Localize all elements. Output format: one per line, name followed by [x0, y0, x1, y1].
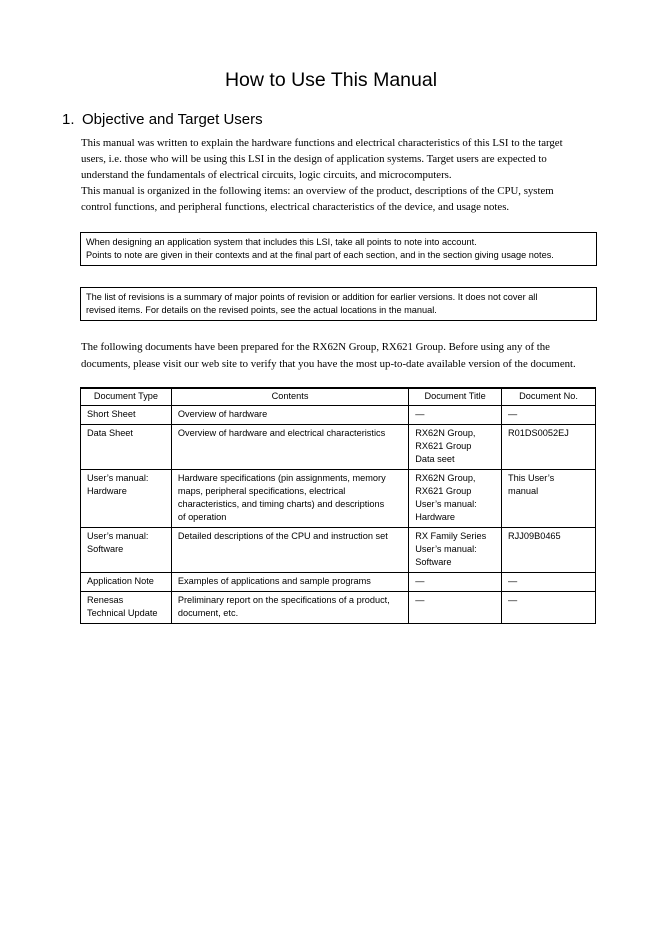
section-heading [62, 111, 263, 128]
cell-line: Examples of applications and sample programs [177, 576, 371, 586]
cell-number [502, 592, 596, 624]
cell-line: Hardware specifications (pin assignments, memory [177, 473, 386, 483]
cell-type [81, 406, 172, 425]
table-header-row [81, 388, 596, 406]
cell-line: RX621 Group [415, 486, 472, 496]
cell-contents [171, 425, 408, 470]
column-header-number: Document No. [502, 388, 596, 406]
cell-line: Hardware [87, 486, 127, 496]
cell-line: User’s manual: [415, 544, 477, 554]
paragraph-line: This manual is organized in the following items: an overview of the product, descriptions of the CPU, system [81, 185, 554, 197]
cell-line: RX621 Group [415, 441, 472, 451]
cell-line: — [508, 576, 518, 586]
cell-number [502, 425, 596, 470]
documents-intro [81, 339, 601, 373]
cell-type [81, 470, 172, 528]
cell-title [409, 573, 502, 592]
cell-number [502, 573, 596, 592]
cell-contents [171, 528, 408, 573]
cell-line: This User’s [508, 473, 555, 483]
paragraph-line: This manual was written to explain the hardware functions and electrical characteristics of this LSI to the target [81, 137, 563, 149]
usage-notes-box [80, 232, 597, 266]
cell-line: characteristics, and timing charts) and descriptions [177, 499, 385, 509]
cell-line: — [508, 409, 518, 419]
cell-line: RJJ09B0465 [508, 531, 561, 541]
cell-line: Software [415, 557, 452, 567]
cell-line: — [415, 409, 425, 419]
table-row [81, 573, 596, 592]
box-line: revised items. For details on the revised points, see the actual locations in the manual. [86, 305, 437, 315]
cell-line: R01DS0052EJ [508, 428, 569, 438]
cell-line: Application Note [87, 576, 154, 586]
page-title: How to Use This Manual [224, 69, 438, 91]
objective-paragraph [81, 135, 596, 215]
column-header-title: Document Title [409, 388, 502, 406]
revisions-box [80, 287, 597, 321]
table-row [81, 592, 596, 624]
cell-line: Preliminary report on the specifications of a product, [177, 595, 390, 605]
cell-number [502, 528, 596, 573]
cell-line: Software [87, 544, 124, 554]
paragraph-line: control functions, and peripheral functions, electrical characteristics of the device, and usage notes. [81, 201, 510, 213]
cell-line: document, etc. [177, 608, 239, 618]
cell-line: Short Sheet [87, 409, 136, 419]
cell-type [81, 425, 172, 470]
cell-line: maps, peripheral specifications, electrical [177, 486, 346, 496]
cell-line: — [415, 595, 425, 605]
cell-title [409, 528, 502, 573]
table-row [81, 425, 596, 470]
cell-contents [171, 592, 408, 624]
paragraph-line: The following documents have been prepared for the RX62N Group, RX621 Group. Before using any of the [81, 341, 550, 353]
cell-line: Data Sheet [87, 428, 133, 438]
cell-line: Renesas [87, 595, 124, 605]
cell-title [409, 425, 502, 470]
cell-type [81, 573, 172, 592]
paragraph-line: documents, please visit our web site to verify that you have the most up-to-date available version of the document. [81, 358, 576, 370]
box-line: When designing an application system that includes this LSI, take all points to note into account. [86, 237, 477, 247]
cell-line: User’s manual: [87, 473, 149, 483]
cell-line: User’s manual: [415, 499, 477, 509]
box-line: Points to note are given in their contexts and at the final part of each section, and in the section giving usage notes. [86, 250, 554, 260]
cell-line: RX62N Group, [415, 473, 476, 483]
table-row [81, 406, 596, 425]
cell-contents [171, 406, 408, 425]
cell-number [502, 406, 596, 425]
section-number: 1. [62, 111, 75, 128]
cell-line: User’s manual: [87, 531, 149, 541]
cell-line: Overview of hardware and electrical characteristics [177, 428, 386, 438]
cell-line: Overview of hardware [177, 409, 268, 419]
cell-line: of operation [177, 512, 227, 522]
cell-line: manual [508, 486, 539, 496]
cell-type [81, 528, 172, 573]
cell-type [81, 592, 172, 624]
cell-contents [171, 470, 408, 528]
cell-title [409, 406, 502, 425]
column-header-type: Document Type [81, 388, 172, 406]
table-row [81, 528, 596, 573]
cell-line: Technical Update [87, 608, 158, 618]
column-header-contents: Contents [171, 388, 408, 406]
paragraph-line: understand the fundamentals of electrical circuits, logic circuits, and microcomputers. [81, 169, 452, 181]
cell-line: Data seet [415, 454, 455, 464]
cell-contents [171, 573, 408, 592]
cell-line: Detailed descriptions of the CPU and instruction set [177, 531, 388, 541]
cell-line: — [508, 595, 518, 605]
paragraph-line: users, i.e. those who will be using this LSI in the design of application systems. Target users are expected to [81, 153, 547, 165]
section-heading-text: Objective and Target Users [82, 111, 263, 128]
cell-title [409, 592, 502, 624]
table-row [81, 470, 596, 528]
cell-line: — [415, 576, 425, 586]
cell-line: RX Family Series [415, 531, 487, 541]
cell-number [502, 470, 596, 528]
cell-title [409, 470, 502, 528]
documents-table [80, 387, 596, 624]
cell-line: RX62N Group, [415, 428, 476, 438]
box-line: The list of revisions is a summary of major points of revision or addition for earlier versions. It does not cover all [86, 292, 538, 302]
cell-line: Hardware [415, 512, 456, 522]
